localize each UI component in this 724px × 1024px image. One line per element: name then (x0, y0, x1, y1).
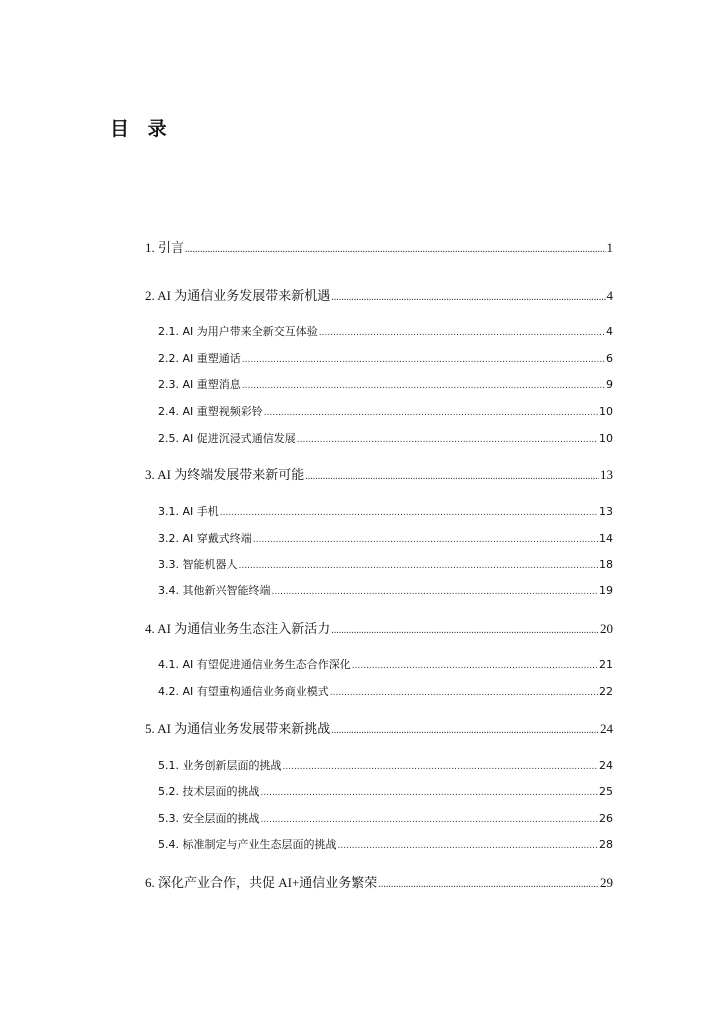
leader-dots (330, 685, 598, 698)
leader-dots (331, 721, 599, 737)
leader-dots (220, 505, 598, 518)
toc-entry-text: 3.2. AI 穿戴式终端 (158, 532, 252, 545)
toc-entry-text: 3. AI 为终端发展带来新可能 (145, 467, 305, 482)
toc-entry[interactable] (158, 783, 613, 799)
leader-dots (261, 785, 599, 798)
toc-entry-page: 1 (606, 240, 613, 255)
toc-entry-page: 24 (600, 721, 613, 736)
leader-dots (319, 325, 605, 338)
leader-dots (297, 432, 598, 445)
toc-entry-text: 5.1. 业务创新层面的挑战 (158, 759, 282, 772)
toc-entry-text: 4.2. AI 有望重构通信业务商业模式 (158, 685, 329, 698)
toc-entry[interactable] (158, 582, 613, 598)
leader-dots (352, 658, 598, 671)
toc-entry-text: 6. 深化产业合作，共促 AI+通信业务繁荣 (145, 875, 378, 890)
toc-entry-page: 13 (599, 505, 613, 518)
toc-entry-page: 9 (606, 378, 613, 391)
toc-entry-page: 26 (599, 812, 613, 825)
toc-entry[interactable] (158, 323, 613, 339)
toc-entry-page: 25 (599, 785, 613, 798)
toc-entry-page: 24 (599, 759, 613, 772)
toc-entry-text: 4.1. AI 有望促进通信业务生态合作深化 (158, 658, 351, 671)
toc-entry[interactable] (158, 530, 613, 546)
toc-entry-page: 6 (606, 352, 613, 365)
toc-entry[interactable] (158, 810, 613, 826)
toc-entry[interactable] (158, 757, 613, 773)
toc-entry-page: 14 (599, 532, 613, 545)
toc-entry[interactable] (158, 836, 613, 852)
toc-entry-text: 2.5. AI 促进沉浸式通信发展 (158, 432, 296, 445)
leader-dots (305, 467, 599, 483)
toc-entry-page: 4 (606, 325, 613, 338)
toc-entry-page: 21 (599, 658, 613, 671)
leader-dots (253, 532, 598, 545)
leader-dots (242, 378, 605, 391)
toc-entry-page: 28 (599, 838, 613, 851)
toc-entry-text: 2.1. AI 为用户带来全新交互体验 (158, 325, 318, 338)
toc-entry-text: 3.3. 智能机器人 (158, 558, 238, 571)
toc-title: 目 录 (110, 118, 173, 140)
toc-entry-page: 4 (606, 288, 613, 303)
toc-entry-page: 13 (600, 467, 613, 482)
toc-entry[interactable] (158, 503, 613, 519)
toc-entry[interactable] (158, 350, 613, 366)
toc-entry-page: 22 (599, 685, 613, 698)
toc-entry-text: 5.3. 安全层面的挑战 (158, 812, 260, 825)
toc-entry-text: 3.4. 其他新兴智能终端 (158, 584, 271, 597)
toc-entry-text: 2. AI 为通信业务发展带来新机遇 (145, 288, 331, 303)
toc-entry-page: 19 (599, 584, 613, 597)
toc-entry-text: 5. AI 为通信业务发展带来新挑战 (145, 721, 331, 736)
toc-entry[interactable] (145, 464, 613, 483)
toc-entry-text: 2.4. AI 重塑视频彩铃 (158, 405, 263, 418)
toc-entry[interactable] (158, 656, 613, 672)
toc-entry-text: 5.2. 技术层面的挑战 (158, 785, 260, 798)
leader-dots (185, 240, 605, 256)
leader-dots (272, 584, 599, 597)
leader-dots (239, 558, 599, 571)
toc-entry-text: 5.4. 标准制定与产业生态层面的挑战 (158, 838, 337, 851)
leader-dots (264, 405, 598, 418)
toc-entry[interactable] (158, 556, 613, 572)
toc-entry-text: 2.3. AI 重塑消息 (158, 378, 241, 391)
toc-entry[interactable] (145, 872, 613, 891)
leader-dots (242, 352, 605, 365)
toc-entry-text: 3.1. AI 手机 (158, 505, 219, 518)
toc-entry[interactable] (145, 285, 613, 304)
leader-dots (378, 875, 599, 891)
toc-entry[interactable] (145, 718, 613, 737)
toc-entry-text: 1. 引言 (145, 240, 185, 255)
toc-entry-page: 29 (600, 875, 613, 890)
toc-entry-page: 10 (599, 432, 613, 445)
toc-entry-page: 10 (599, 405, 613, 418)
toc-entry[interactable] (158, 403, 613, 419)
toc-entry[interactable] (158, 376, 613, 392)
leader-dots (261, 812, 599, 825)
toc-entry[interactable] (158, 430, 613, 446)
toc-entry-text: 2.2. AI 重塑通话 (158, 352, 241, 365)
leader-dots (283, 759, 599, 772)
toc-entry-text: 4. AI 为通信业务生态注入新活力 (145, 621, 331, 636)
toc-entry[interactable] (145, 237, 613, 256)
toc-entry[interactable] (145, 618, 613, 637)
leader-dots (331, 288, 605, 304)
toc-entry-page: 20 (600, 621, 613, 636)
leader-dots (331, 621, 599, 637)
leader-dots (338, 838, 599, 851)
toc-entry-page: 18 (599, 558, 613, 571)
toc-entry[interactable] (158, 683, 613, 699)
